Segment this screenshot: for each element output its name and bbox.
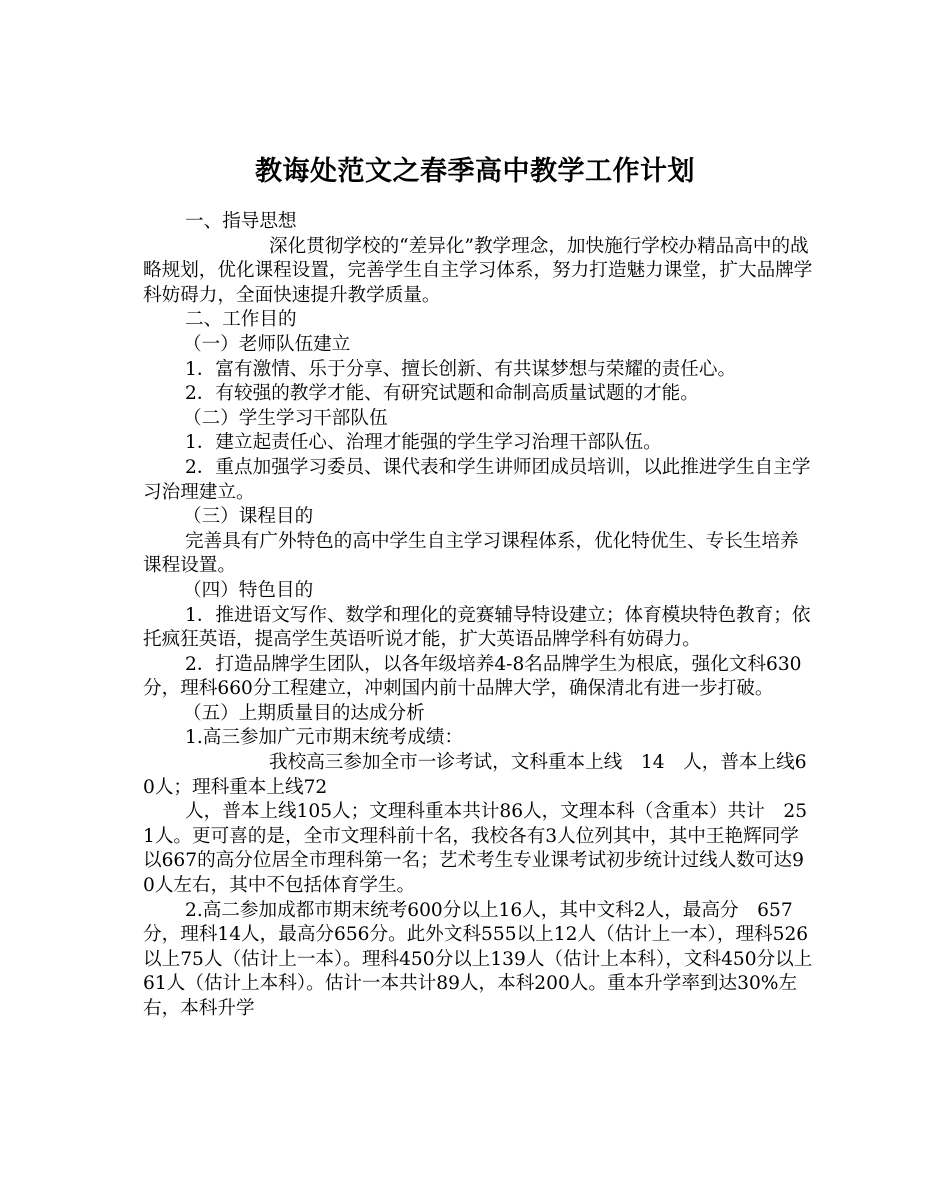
subheading-student-cadre: （二）学生学习干部队伍 (183, 407, 388, 429)
document-body (143, 210, 813, 1022)
document-title: 教诲处范文之春季高中教学工作计划 (255, 156, 695, 188)
paragraph-course-goals: 完善具有广外特色的高中学生自主学习课程体系，优化特优生、专长生培养课程设置。 (143, 530, 799, 577)
paragraph-grade3-results-cont: 人，普本上线105人；文理科重本共计86人，文理本科（含重本）共计 251人。更可喜的是，全市文理科前十名，我校各有3人位列其中，其中王艳辉同学以667的高分位居全市理科第一名；艺术考生专业课考试初步统计过线人数可达90人左右，其中不包括体育学生。 (143, 801, 808, 897)
list-item: 2．重点加强学习委员、课代表和学生讲师团成员培训，以此推进学生自主学习治理建立。 (143, 456, 811, 503)
subheading-teacher-team: （一）老师队伍建立 (183, 333, 351, 355)
subheading-feature-goals: （四）特色目的 (183, 579, 314, 601)
heading-work-goals: 二、工作目的 (185, 309, 297, 331)
list-item: 1.高三参加广元市期末统考成绩： (185, 727, 464, 749)
list-item: 2．有较强的教学才能、有研究试题和命制高质量试题的才能。 (185, 383, 699, 405)
paragraph-guiding-ideology: 深化贯彻学校的“差异化”教学理念，加快施行学校办精品高中的战略规划，优化课程设置，完善学生自主学习体系，努力打造魅力课堂，扩大品牌学科妨碍力，全面快速提升教学质量。 (143, 235, 813, 306)
paragraph-grade2-results: 2.高二参加成都市期末统考600分以上16人，其中文科2人，最高分 657分，理科14人，最高分656分。此外文科555以上12人（估计上一本），理科526以上75人（估计上一本）。理科450分以上139人（估计上本科），文科450分以上61人（估计上本科）。估计一本共计89人，本科200人。重本升学率到达30%左右，本科升学 (143, 899, 813, 1019)
subheading-course-goals: （三）课程目的 (183, 506, 314, 528)
list-item: 1．富有激情、乐于分享、擅长创新、有共谋梦想与荣耀的责任心。 (185, 358, 737, 380)
list-item: 2．打造品牌学生团队，以各年级培养4-8名品牌学生为根底，强化文科630分，理科660分工程建立，冲刺国内前十品牌大学，确保清北有进一步打破。 (143, 653, 802, 700)
list-item: 1．建立起责任心、治理才能强的学生学习治理干部队伍。 (185, 432, 662, 454)
paragraph-grade3-results: 我校高三参加全市一诊考试，文科重本上线 14 人，普本上线60人；理科重本上线72 (143, 752, 807, 798)
list-item: 1．推进语文写作、数学和理化的竞赛辅导特设建立；体育模块特色教育；依托疯狂英语，提高学生英语听说才能，扩大英语品牌学科有妨碍力。 (143, 604, 811, 651)
subheading-quality-analysis: （五）上期质量目的达成分析 (183, 702, 425, 724)
heading-guiding-ideology: 一、指导思想 (185, 211, 297, 232)
